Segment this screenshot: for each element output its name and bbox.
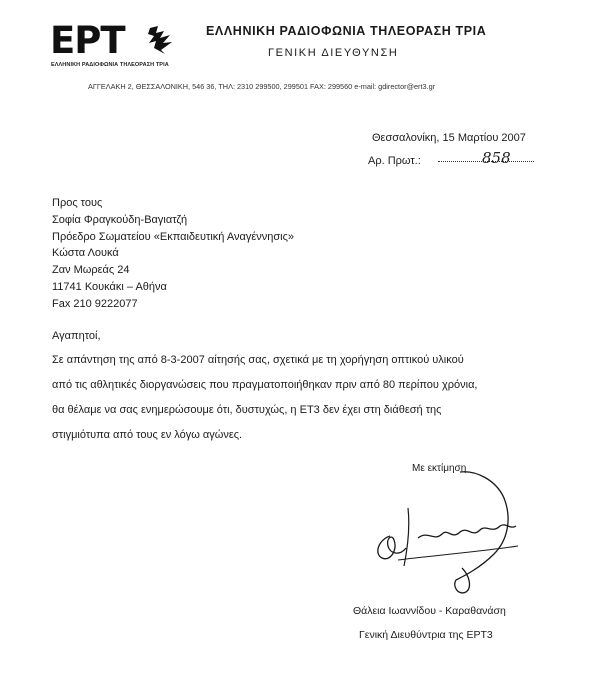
recipient-line: Κώστα Λουκά <box>52 247 119 260</box>
ert-logo <box>50 19 178 78</box>
letter-body <box>52 330 552 448</box>
body-paragraph <box>52 348 552 448</box>
paragraph-line: από τις αθλητικές διοργανώσεις που πραγματοποιήθηκαν πριν από 80 περίπου χρόνια, <box>52 379 478 391</box>
recipient-line: Ζαν Μωρεάς 24 <box>52 264 130 277</box>
recipient-block <box>52 195 294 313</box>
paragraph-line: στιγμιότυπα από τους εν λόγω αγώνες. <box>52 429 243 441</box>
logo-mark-icon <box>146 24 176 56</box>
recipient-line: Fax 210 9222077 <box>52 297 138 310</box>
signer-role: Γενική Διευθύντρια της ΕΡΤ3 <box>359 629 493 641</box>
greeting: Αγαπητοί, <box>52 330 101 342</box>
recipient-line: 11741 Κουκάκι – Αθήνα <box>52 280 167 293</box>
logo-subtitle: ΕΛΛΗΝΙΚΗ ΡΑΔΙΟΦΩΝΙΑ ΤΗΛΕΟΡΑΣΗ ΤΡΙΑ <box>51 62 169 68</box>
department-name: ΓΕΝΙΚΗ ΔΙΕΥΘΥΝΣΗ <box>268 47 399 59</box>
org-name: ΕΛΛΗΝΙΚΗ ΡΑΔΙΟΦΩΝΙΑ ΤΗΛΕΟΡΑΣΗ ΤΡΙΑ <box>206 24 487 38</box>
signer-name: Θάλεια Ιωαννίδου - Καραθανάση <box>353 605 506 617</box>
paragraph-line: Σε απάντηση της από 8-3-2007 αίτησής σας, σχετικά με τη χορήγηση οπτικού υλικού <box>52 354 464 366</box>
closing-salutation: Με εκτίμηση <box>412 463 467 474</box>
letterhead-address: ΑΓΓΕΛΑΚΗ 2, ΘΕΣΣΑΛΟΝΙΚΗ, 546 36, ΤΗΛ: 2310 299500, 299501 FAX: 299560 e-mail: gdirector@ert3.gr <box>88 82 436 91</box>
protocol-label: Αρ. Πρωτ.: <box>368 155 421 167</box>
recipient-line: Προς τους <box>52 197 103 209</box>
logo-text: ΕΡΤ <box>50 19 125 62</box>
paragraph-line: θα θέλαμε να σας ενημερώσουμε ότι, δυστυχώς, η ΕΤ3 δεν έχει στη διάθεσή της <box>52 404 442 416</box>
recipient-line: Πρόεδρο Σωματείου «Εκπαιδευτική Αναγέννησις» <box>52 230 295 243</box>
signature-icon <box>368 468 558 608</box>
letter-date: Θεσσαλονίκη, 15 Μαρτίου 2007 <box>372 132 526 144</box>
protocol-number: 858 <box>482 149 511 167</box>
recipient-line: Σοφία Φραγκούδη-Βαγιατζή <box>52 213 188 226</box>
